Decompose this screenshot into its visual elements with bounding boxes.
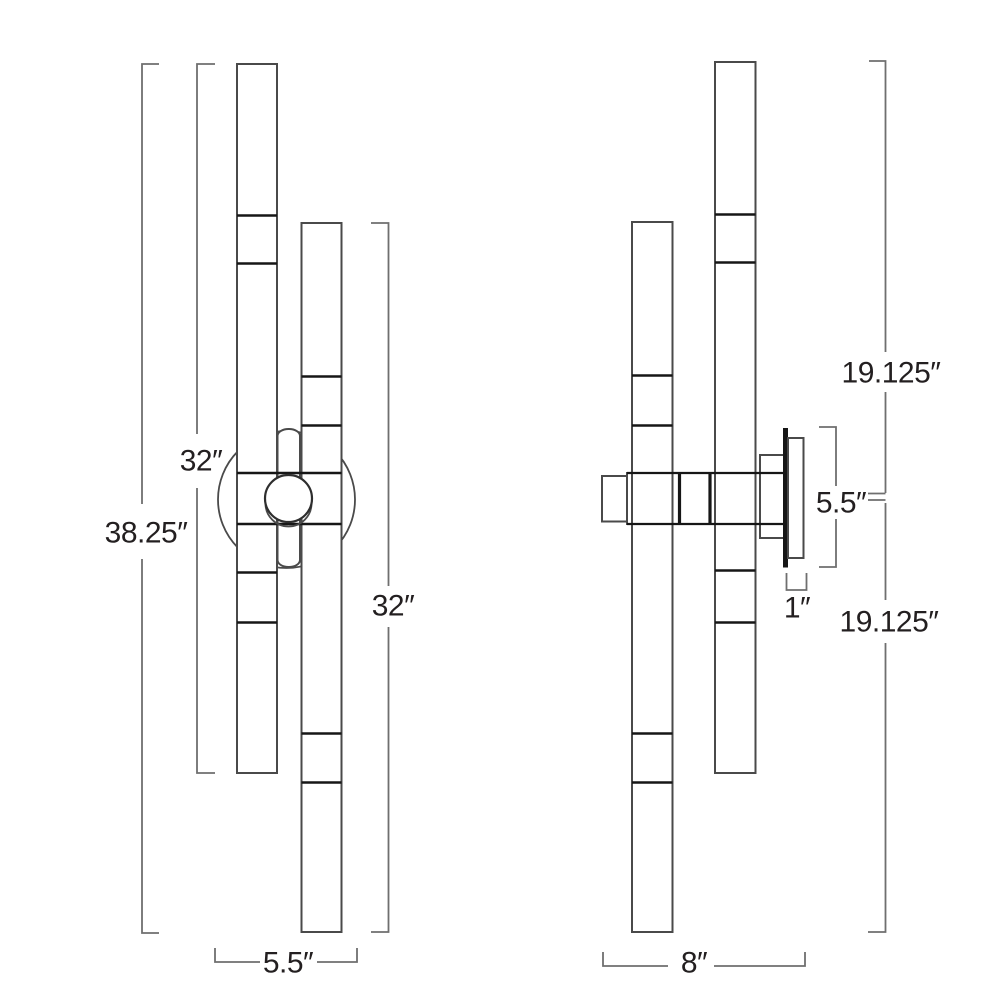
dim-line-outer-tube-height <box>197 64 215 773</box>
dim-label-overall-depth: 8″ <box>680 946 708 980</box>
dim-label-lower-section: 19.125″ <box>839 605 939 639</box>
side-view <box>602 62 804 932</box>
dim-line-overall-height <box>142 64 159 933</box>
dim-line-inner-tube-height <box>371 223 389 932</box>
front-outer-tube <box>237 64 277 773</box>
backplate-body <box>788 438 804 558</box>
arm-mount-stem <box>760 455 784 538</box>
front-view <box>218 64 355 932</box>
side-outer-tube <box>715 62 756 773</box>
dim-line-lower-section <box>868 503 886 932</box>
arm-segment <box>679 473 710 524</box>
dim-line-backplate-depth <box>787 573 807 590</box>
side-inner-tube <box>632 222 673 932</box>
dim-label-overall-height: 38.25″ <box>104 516 188 550</box>
dim-label-backplate-depth: 1″ <box>783 591 811 625</box>
dim-label-upper-section: 19.125″ <box>841 356 941 390</box>
dim-label-inner-tube-height: 32″ <box>371 589 415 623</box>
arm-end-cap <box>602 476 627 522</box>
dimension-annotations <box>105 61 942 980</box>
dim-label-backplate-width: 5.5″ <box>262 946 314 980</box>
hub-knob <box>265 475 312 522</box>
dim-label-backplate-height: 5.5″ <box>815 486 867 520</box>
dim-label-outer-tube-height: 32″ <box>179 444 223 478</box>
front-inner-tube <box>302 223 342 932</box>
dim-line-upper-section <box>868 61 886 500</box>
